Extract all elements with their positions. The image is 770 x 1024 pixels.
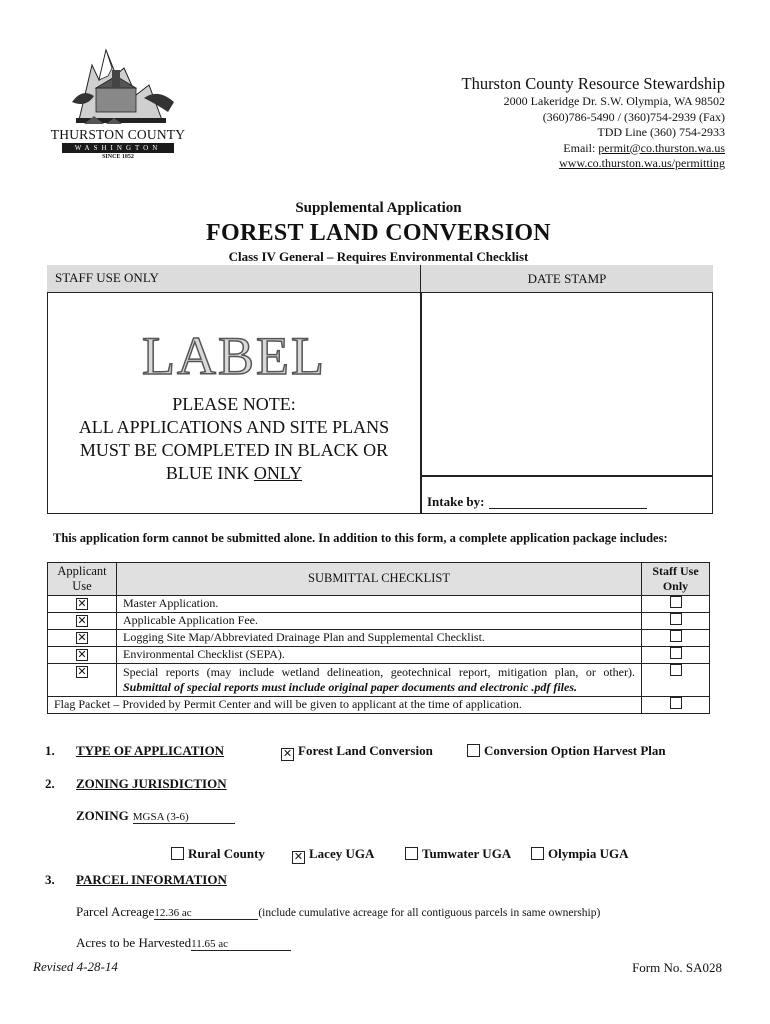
col-applicant-use: Applicant Use [48,563,117,596]
col-staff-use: Staff Use Only [642,563,710,596]
applicant-check-cell [48,613,117,630]
staff-checkbox[interactable] [670,613,682,625]
option-rural-county[interactable] [171,846,265,862]
submittal-checklist-table [47,562,710,714]
checkbox-unchecked[interactable] [405,847,418,860]
checklist-header-row [48,563,710,596]
note-line-2: ALL APPLICATIONS AND SITE PLANS [78,417,390,437]
checkbox-checked[interactable]: ✕ [293,850,304,863]
option-label: Olympia UGA [548,846,629,861]
special-reports-text: Special reports (may include wetland delineation, geotechnical report, mitigation plan, or other). [123,665,635,679]
form-subtitle: Supplemental Application [295,200,462,216]
option-label: Rural County [188,846,265,861]
checklist-item: Environmental Checklist (SEPA). [117,647,642,664]
org-tdd: TDD Line (360) 754-2933 [597,125,725,139]
zoning-label: ZONING [76,808,129,823]
section-1-number: 1. [45,743,55,758]
option-label: Lacey UGA [309,846,375,861]
checklist-row [48,664,710,697]
note-line-3: MUST BE COMPLETED IN BLACK OR [79,440,389,460]
staff-check-cell [642,613,710,630]
harvest-acres-field[interactable]: 11.65 ac [191,938,291,951]
org-email-row [461,141,725,157]
staff-check-cell [642,697,710,714]
intake-by-label: Intake by: [427,494,485,509]
intake-divider [421,475,713,477]
package-intro: This application form cannot be submitted alone. In addition to this form, a complete application package includes: [53,531,668,545]
section-3-title: PARCEL INFORMATION [76,872,227,887]
org-email-link[interactable]: permit@co.thurston.wa.us [598,140,725,155]
option-label: Conversion Option Harvest Plan [484,743,666,758]
parcel-acreage-note: (include cumulative acreage for all contiguous parcels in same ownership) [258,907,601,919]
section-3-number: 3. [45,872,55,887]
section-2-title: ZONING JURISDICTION [76,776,227,791]
label-placeholder: LABEL [142,326,326,386]
special-reports-note: Submittal of special reports must include original paper documents and electronic .pdf files. [123,680,578,694]
parcel-acreage-row [76,904,600,920]
checklist-item-special [117,664,642,697]
applicant-check-cell [48,630,117,647]
note-line-1: PLEASE NOTE: [172,394,296,414]
option-tumwater-uga[interactable] [405,846,511,862]
flag-packet-item: Flag Packet – Provided by Permit Center and will be given to applicant at the time of application. [48,697,642,714]
org-website-link[interactable]: www.co.thurston.wa.us/permitting [559,156,725,170]
checklist-row [48,596,710,613]
org-title: Thurston County Resource Stewardship [461,74,725,93]
logo-since: SINCE 1852 [102,154,134,160]
checkbox-unchecked[interactable] [467,744,480,757]
date-stamp-header: DATE STAMP [421,265,713,293]
checkbox-unchecked[interactable] [171,847,184,860]
applicant-checkbox[interactable]: ✕ [77,597,87,610]
zoning-field[interactable]: MGSA (3-6) [133,811,235,824]
option-label: Forest Land Conversion [298,743,433,758]
checklist-row [48,613,710,630]
staff-use-header: STAFF USE ONLY [47,265,421,293]
applicant-check-cell [48,647,117,664]
checkbox-checked[interactable]: ✕ [282,747,293,760]
staff-check-cell [642,647,710,664]
intake-by-field[interactable] [489,508,647,509]
form-class: Class IV General – Requires Environmental Checklist [228,249,529,264]
checklist-row [48,647,710,664]
applicant-checkbox[interactable]: ✕ [77,631,87,644]
staff-checkbox[interactable] [670,647,682,659]
org-email-label: Email: [563,140,599,155]
option-lacey-uga[interactable] [292,846,374,864]
option-conversion-harvest-plan[interactable] [467,743,666,759]
staff-checkbox[interactable] [670,596,682,608]
note-line-4a: BLUE INK [165,463,254,483]
logo-county-name: THURSTON COUNTY [50,127,186,142]
applicant-checkbox[interactable]: ✕ [77,648,87,661]
checklist-item: Master Application. [117,596,642,613]
applicant-check-cell [48,664,117,697]
option-forest-land-conversion[interactable] [281,743,433,761]
checklist-item: Applicable Application Fee. [117,613,642,630]
org-address: 2000 Lakeridge Dr. S.W. Olympia, WA 98502 [503,94,725,108]
logo-state-band: WASHINGTON [62,143,174,153]
org-contact-block [461,74,725,172]
applicant-check-cell [48,596,117,613]
checklist-row-flag [48,697,710,714]
applicant-checkbox[interactable]: ✕ [77,665,87,678]
staff-checkbox[interactable] [670,630,682,642]
checklist-row [48,630,710,647]
staff-check-cell [642,630,710,647]
staff-checkbox[interactable] [670,664,682,676]
zoning-row [76,807,235,825]
ink-note [47,393,421,485]
staff-checkbox[interactable] [670,697,682,709]
section-2-number: 2. [45,776,55,791]
staff-check-cell [642,664,710,697]
org-phone: (360)786-5490 / (360)754-2939 (Fax) [542,109,725,124]
applicant-checkbox[interactable]: ✕ [77,614,87,627]
note-only: ONLY [253,463,303,483]
county-seal-graphic [44,40,194,130]
parcel-acreage-label: Parcel Acreage [76,904,155,919]
col-checklist-title: SUBMITTAL CHECKLIST [117,563,642,596]
option-label: Tumwater UGA [422,846,512,861]
parcel-acreage-field[interactable]: 12.36 ac [154,907,258,920]
form-number: Form No. SA028 [632,960,722,975]
harvest-acres-row [76,935,291,951]
harvest-acres-label: Acres to be Harvested [76,935,192,950]
checklist-item: Logging Site Map/Abbreviated Drainage Plan and Supplemental Checklist. [117,630,642,647]
staff-check-cell [642,596,710,613]
form-title: FOREST LAND CONVERSION [206,220,551,246]
revision-date: Revised 4-28-14 [33,959,118,974]
note-line-4 [47,462,421,485]
section-1-title: TYPE OF APPLICATION [76,743,225,758]
checkbox-unchecked[interactable] [531,847,544,860]
option-olympia-uga[interactable] [531,846,629,862]
